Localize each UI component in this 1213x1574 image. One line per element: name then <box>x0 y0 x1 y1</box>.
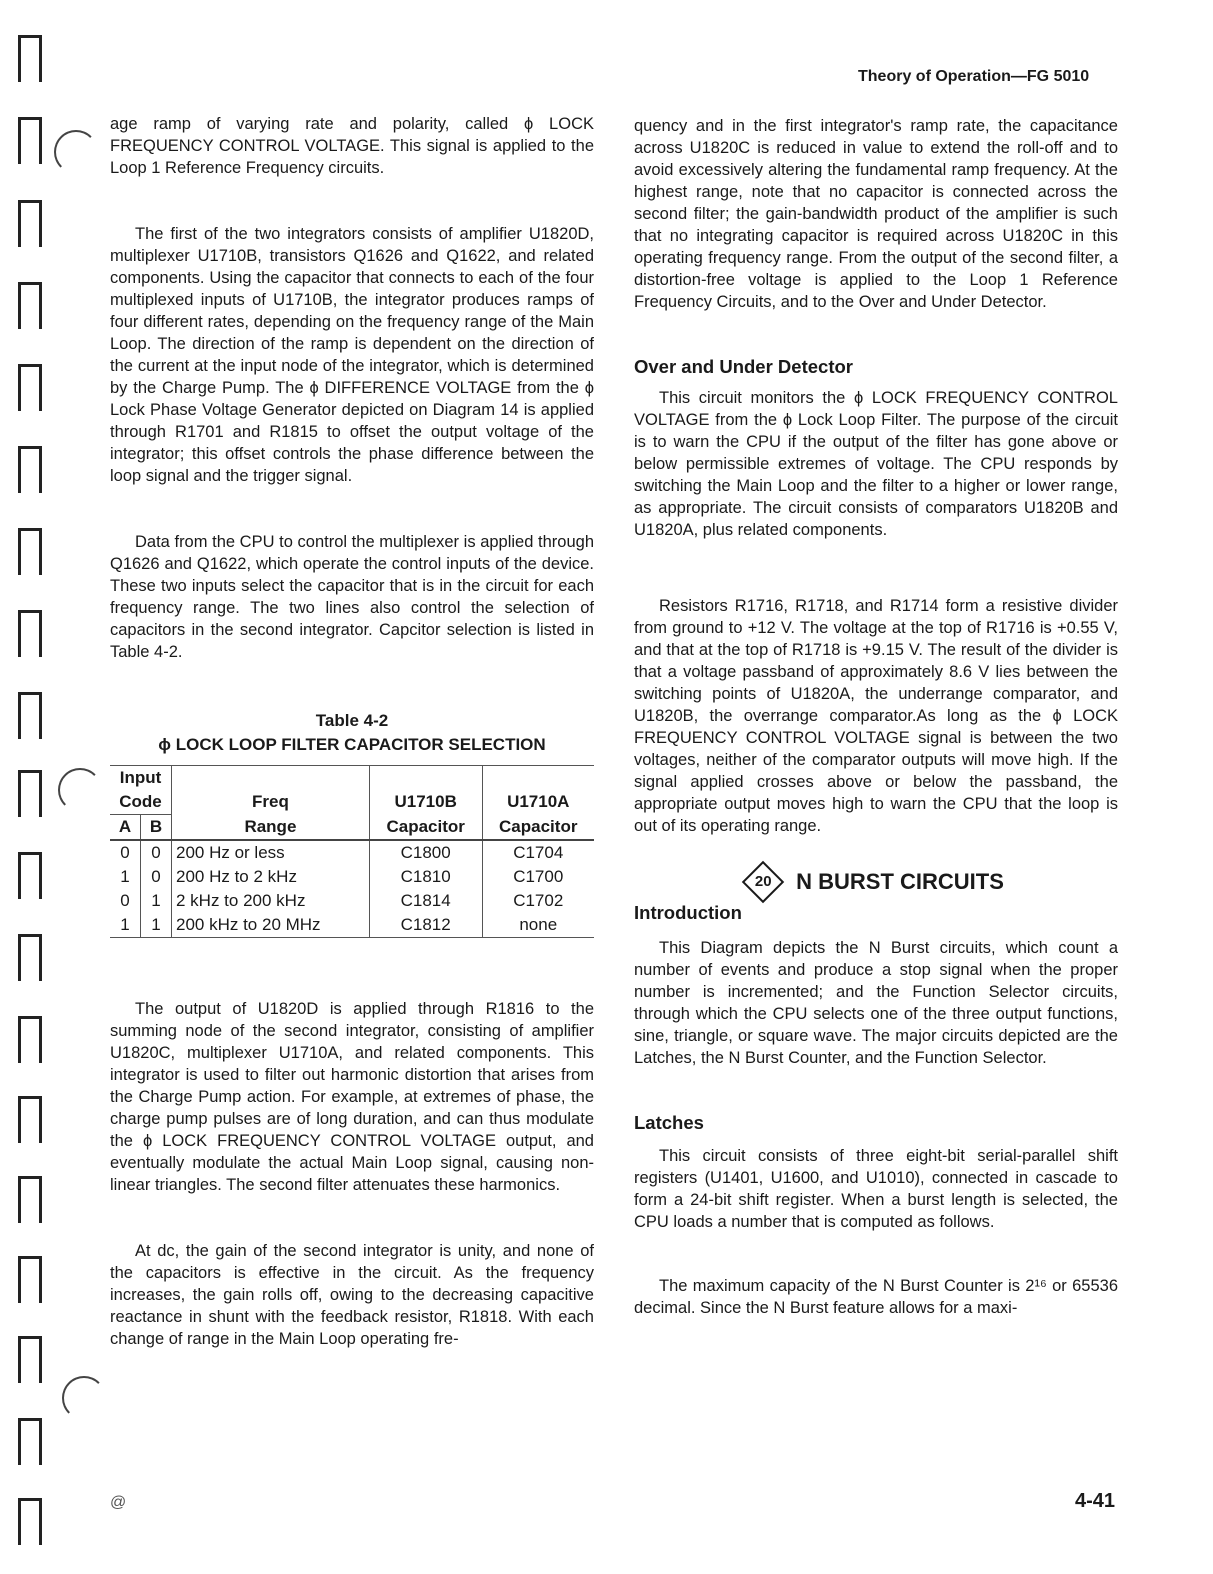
left-column <box>110 113 594 1350</box>
table-cell-u1710a: C1704 <box>513 843 564 862</box>
paper-curl-mark <box>54 130 98 174</box>
table-cell-u1710b: C1800 <box>369 840 482 865</box>
paragraph: quency and in the first integrator's ramp rate, the capacitance across U1820C is reduced in value to extend the roll-off and to avoid excessively altering the fundamental ramp frequency. At the highest range, note that no capacitor is connected across the second filter; the gain-bandwidth product of the amplifier is such that no integrating capacitor is required across U1820C in this operating frequency range. From the output of the second filter, a distortion-free voltage is applied to the Loop 1 Reference Frequency Circuits, and to the Over and Under Detector. <box>634 117 1118 311</box>
table-number: Table 4-2 <box>315 711 389 730</box>
diagram-number-badge: 20 <box>742 861 784 903</box>
table-cell-a: 1 <box>110 865 141 889</box>
table-cell-u1710a: C1702 <box>513 891 564 910</box>
paper-curl-mark <box>62 1376 106 1420</box>
running-header: Theory of Operation—FG 5010 <box>858 68 1090 85</box>
table-cell-a: 0 <box>110 840 141 865</box>
table-block <box>110 709 594 938</box>
table-header-b: B <box>141 815 172 841</box>
table-cell-range: 200 Hz or less <box>172 840 370 865</box>
section-heading-introduction: Introduction <box>634 902 742 923</box>
paragraph: Data from the CPU to control the multiplexer is applied through Q1626 and Q1622, which operate the control inputs of the device. These two inputs select the capacitor that is in the circuit for each frequency range. The two lines also control the selection of capacitors in the second integrator. Capcitor selection is listed in Table 4-2. <box>110 533 594 661</box>
right-column <box>634 115 1118 1319</box>
table-row <box>110 840 594 865</box>
paragraph: This Diagram depicts the N Burst circuits, which count a number of events and produce a stop signal when the proper number is incremented; and the Function Selector circuits, through which the CPU selects one of the three output functions, sine, triangle, or square wave. The major circuits depicted are the Latches, the N Burst Counter, and the Function Selector. <box>634 939 1118 1067</box>
table-cell-u1710b: C1810 <box>369 865 482 889</box>
section-heading-over-under: Over and Under Detector <box>634 356 853 377</box>
table-header-capacitor: Capacitor <box>369 815 482 841</box>
table-cell-u1710b: C1814 <box>369 889 482 913</box>
section-heading-latches: Latches <box>634 1112 704 1133</box>
table-header-freq: Freq <box>172 790 370 815</box>
table-cell-u1710a: C1700 <box>513 867 564 886</box>
table-cell-b: 1 <box>141 913 172 938</box>
capacitor-selection-table <box>110 765 594 938</box>
paragraph: The maximum capacity of the N Burst Counter is 2¹⁶ or 65536 decimal. Since the N Burst feature allows for a maxi- <box>634 1277 1118 1317</box>
table-row <box>110 889 594 913</box>
paper-curl-mark <box>58 768 102 812</box>
paragraph: At dc, the gain of the second integrator is unity, and none of the capacitors is effective in the circuit. As the frequency increases, the gain rolls off, owing to the decreasing capacitive reactance in shunt with the feedback resistor, R1818. With each change of range in the Main Loop operating fre- <box>110 1242 594 1348</box>
n-burst-section-title: 20 N BURST CIRCUITS <box>634 867 1118 897</box>
table-header-u1710b: U1710B <box>369 790 482 815</box>
paragraph: The first of the two integrators consists of amplifier U1820D, multiplexer U1710B, transistors Q1626 and Q1622, and related components. Using the capacitor that connects to each of the four multiplexed inputs of U1710B, the integrator produces ramps of four different rates, depending on the frequency range of the Main Loop. The direction of the ramp is dependent on the direction of the current at the input node of the integrator, which is determined by the Charge Pump. The ϕ DIFFERENCE VOLTAGE from the ϕ Lock Phase Voltage Generator depicted on Diagram 14 is applied through R1701 and R1815 to offset the output voltage of the integrator; this offset controls the phase difference between the loop signal and the trigger signal. <box>110 225 594 485</box>
table-row <box>110 865 594 889</box>
table-title: ϕ LOCK LOOP FILTER CAPACITOR SELECTION <box>158 735 546 754</box>
table-cell-b: 0 <box>141 865 172 889</box>
paragraph: Resistors R1716, R1718, and R1714 form a resistive divider from ground to +12 V. The voltage at the top of R1716 is +0.55 V, and that at the top of R1718 is +9.15 V. The result of the divider is that a voltage passband of approximately 8.6 V lies between the switching points of U1820A, the underrange comparator, and U1820B, the overrange comparator.As long as the ϕ LOCK FREQUENCY CONTROL VOLTAGE signal is between the two voltages, neither of the comparator outputs will move high. If the signal applied crosses above or below the passband, the appropriate output moves high to warn the CPU that the loop is out of its operating range. <box>634 597 1118 835</box>
page-number: 4-41 <box>1075 1490 1116 1512</box>
paragraph: This circuit monitors the ϕ LOCK FREQUENCY CONTROL VOLTAGE from the ϕ Lock Loop Filter. The purpose of the circuit is to warn the CPU if the output of the filter has gone above or below permissible extremes of voltage. The CPU responds by switching the Main Loop and the filter to a higher or lower range, as appropriate. The circuit consists of comparators U1820B and U1820A, plus related components. <box>634 389 1118 539</box>
table-cell-u1710a: none <box>519 915 558 934</box>
paragraph: The output of U1820D is applied through R1816 to the summing node of the second integrator, consisting of amplifier U1820C, multiplexer U1710A, and related components. This integrator is used to filter out harmonic distortion that arises from the Charge Pump action. For example, at extremes of phase, the charge pump pulses are of long duration, and can thus modulate the ϕ LOCK FREQUENCY CONTROL VOLTAGE output, and eventually modulate the actual Main Loop signal, causing non-linear triangles. The second filter attenuates these harmonics. <box>110 1000 594 1194</box>
table-header-capacitor: Capacitor <box>499 816 578 836</box>
binder-holes <box>18 0 42 1574</box>
table-cell-range: 200 Hz to 2 kHz <box>172 865 370 889</box>
table-cell-u1710b: C1812 <box>369 913 482 938</box>
table-header-u1710a: U1710A <box>507 792 570 812</box>
paragraph: age ramp of varying rate and polarity, called ϕ LOCK FREQUENCY CONTROL VOLTAGE. This signal is applied to the Loop 1 Reference Frequency circuits. <box>110 115 594 177</box>
table-header-a: A <box>110 815 141 841</box>
table-header-input: Input <box>110 766 172 791</box>
paragraph: This circuit consists of three eight-bit serial-parallel shift registers (U1401, U1600, and U1010), connected in cascade to form a 24-bit shift register. When a burst length is selected, the CPU loads a number that is computed as follows. <box>634 1147 1118 1231</box>
table-cell-b: 0 <box>141 840 172 865</box>
table-header-code: Code <box>110 790 172 815</box>
table-header-range: Range <box>172 815 370 841</box>
table-cell-a: 0 <box>110 889 141 913</box>
table-cell-b: 1 <box>141 889 172 913</box>
table-cell-a: 1 <box>110 913 141 938</box>
footer-mark: @ <box>110 1494 127 1511</box>
table-cell-range: 200 kHz to 20 MHz <box>172 913 370 938</box>
table-row <box>110 913 594 938</box>
table-cell-range: 2 kHz to 200 kHz <box>172 889 370 913</box>
